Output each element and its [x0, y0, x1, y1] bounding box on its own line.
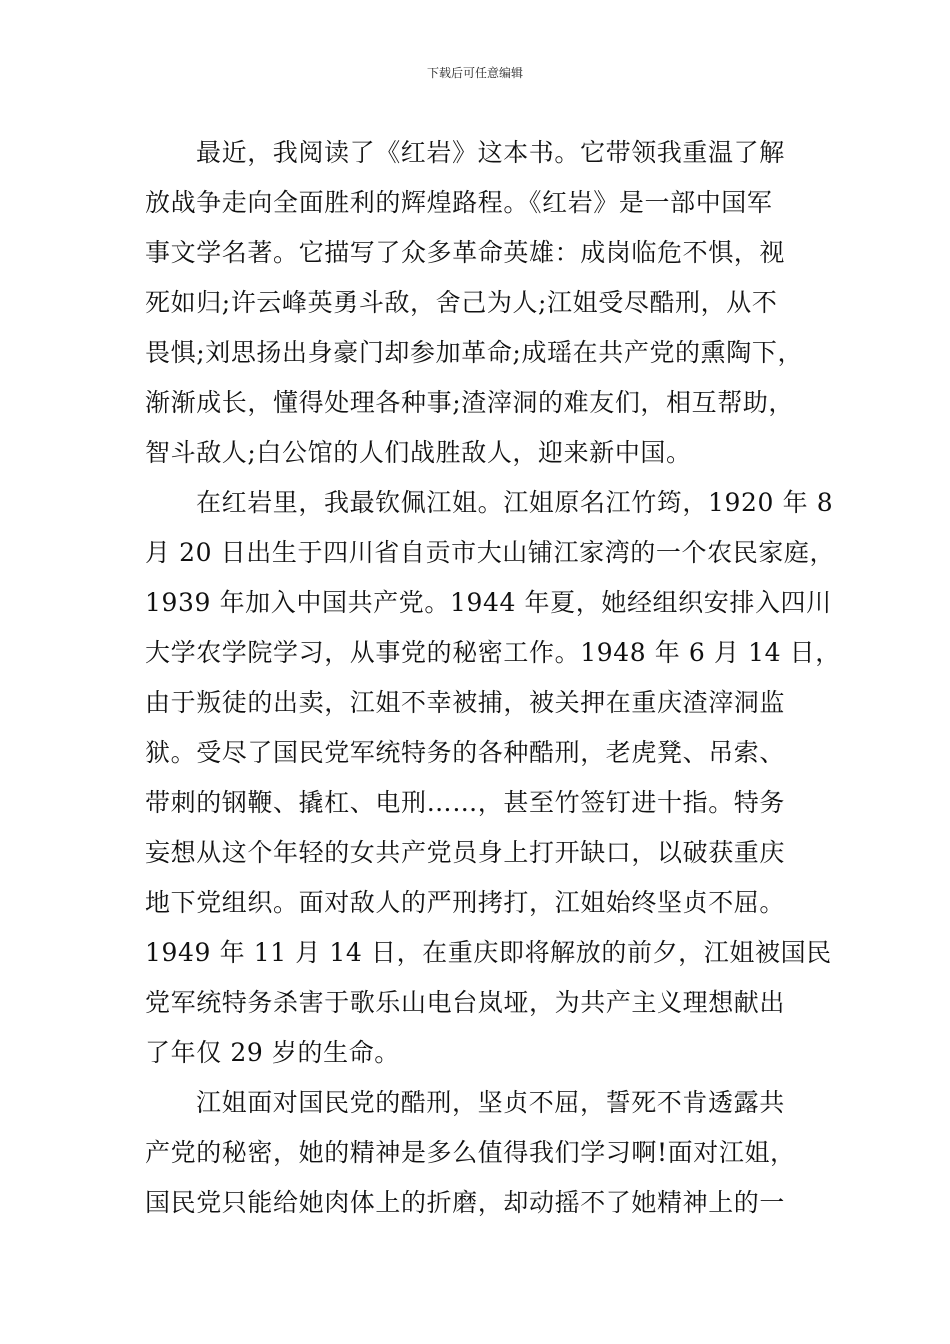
- text-line: 了年仅 29 岁的生命。: [145, 1038, 400, 1067]
- text-line: 妄想从这个年轻的女共产党员身上打开缺口，以破获重庆: [145, 838, 786, 867]
- text-line: 在红岩里，我最钦佩江姐。江姐原名江竹筠，1920 年 8: [196, 488, 834, 517]
- text-line: 狱。受尽了国民党军统特务的各种酷刑，老虎凳、吊索、: [145, 738, 786, 767]
- text-line: 死如归;许云峰英勇斗敌，舍己为人;江姐受尽酷刑，从不: [145, 288, 778, 317]
- text-line: 国民党只能给她肉体上的折磨，却动摇不了她精神上的一: [145, 1188, 786, 1217]
- text-line: 1949 年 11 月 14 日，在重庆即将解放的前夕，江姐被国民: [145, 938, 832, 967]
- text-line: 产党的秘密，她的精神是多么值得我们学习啊!面对江姐，: [145, 1138, 796, 1167]
- paragraph-2: [145, 478, 841, 1078]
- paragraph-1: [145, 128, 815, 478]
- text-line: 月 20 日出生于四川省自贡市大山铺江家湾的一个农民家庭，: [145, 538, 836, 567]
- text-line: 智斗敌人;白公馆的人们战胜敌人，迎来新中国。: [145, 438, 692, 467]
- text-line: 带刺的钢鞭、撬杠、电刑……，甚至竹签钉进十指。特务: [145, 788, 786, 817]
- text-line: 渐渐成长，懂得处理各种事;渣滓洞的难友们，相互帮助，: [145, 388, 795, 417]
- text-line: 1939 年加入中国共产党。1944 年夏，她经组织安排入四川: [145, 588, 832, 617]
- document-body: [145, 128, 841, 1228]
- text-line: 地下党组织。面对敌人的严刑拷打，江姐始终坚贞不屈。: [145, 888, 786, 917]
- page-header: 下载后可任意编辑: [426, 66, 523, 80]
- text-line: 江姐面对国民党的酷刑，坚贞不屈，誓死不肯透露共: [196, 1088, 785, 1117]
- text-line: 大学农学院学习，从事党的秘密工作。1948 年 6 月 14 日，: [145, 638, 841, 667]
- paragraph-3: [145, 1078, 815, 1228]
- text-line: 由于叛徒的出卖，江姐不幸被捕，被关押在重庆渣滓洞监: [145, 688, 786, 717]
- text-line: 党军统特务杀害于歌乐山电台岚垭，为共产主义理想献出: [145, 988, 786, 1017]
- text-line: 畏惧;刘思扬出身豪门却参加革命;成瑶在共产党的熏陶下，: [145, 338, 804, 367]
- text-line: 放战争走向全面胜利的辉煌路程。《红岩》是一部中国军: [145, 188, 773, 217]
- text-line: 事文学名著。它描写了众多革命英雄：成岗临危不惧，视: [145, 238, 786, 267]
- text-line: 最近，我阅读了《红岩》这本书。它带领我重温了解: [196, 138, 785, 167]
